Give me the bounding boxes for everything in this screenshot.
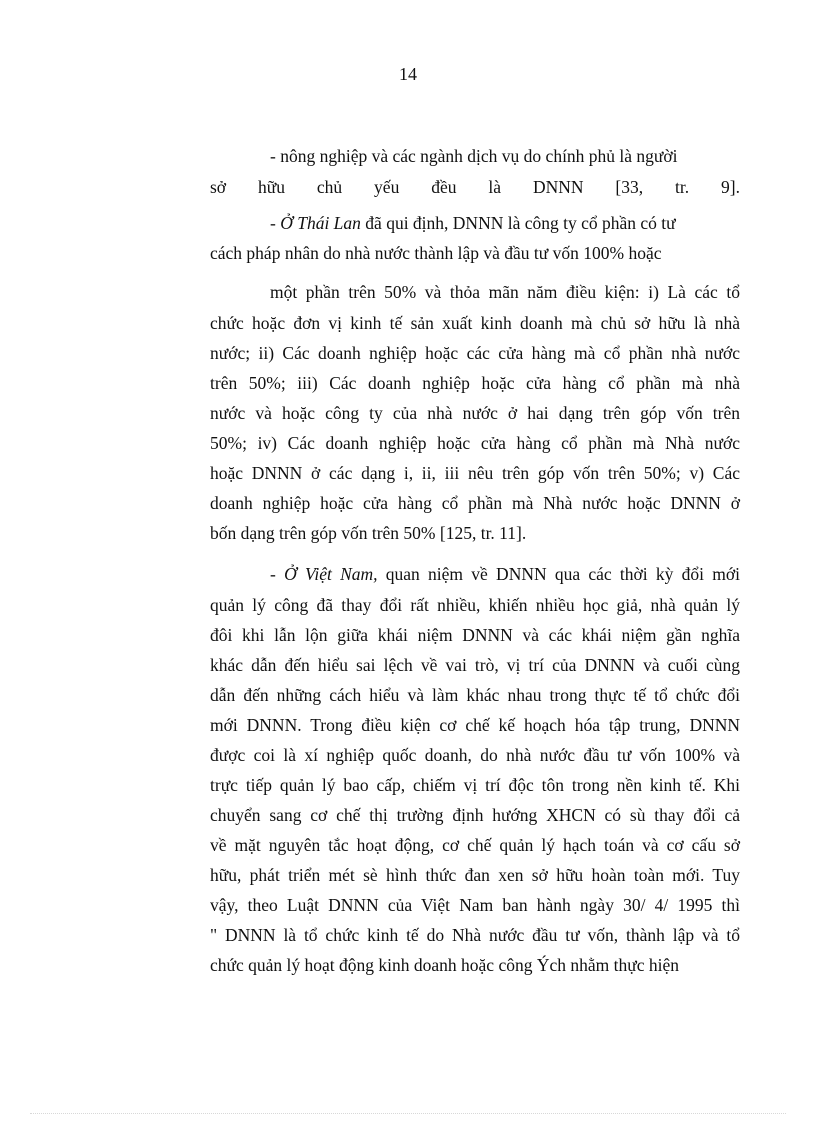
para4-line-13: " DNNN là tổ chức kinh tế do Nhà nước đầu tư vốn, thành lập và tổ: [210, 925, 740, 945]
para1-line-2: sở hữu chủ yếu đều là DNNN [33, tr. 9].: [210, 177, 740, 197]
para4-line-7: được coi là xí nghiệp quốc doanh, do nhà nước đầu tư vốn 100% và: [210, 745, 740, 765]
para2-line-2: cách pháp nhân do nhà nước thành lập và đầu tư vốn 100% hoặc: [210, 243, 662, 263]
para3-line-7: hoặc DNNN ở các dạng i, ii, iii nêu trên góp vốn trên 50%; v) Các: [210, 463, 740, 483]
para4-line-9: chuyển sang cơ chế thị trường định hướng XHCN có sù thay đổi cả: [210, 805, 740, 825]
para3-line-9: bốn dạng trên góp vốn trên 50% [125, tr. 11].: [210, 523, 527, 543]
para3-line-5: nước và hoặc công ty của nhà nước ở hai dạng trên góp vốn trên: [210, 403, 740, 423]
para4-line-11: hữu, phát triển mét sè hình thức đan xen sở hữu hoàn toàn mới. Tuy: [210, 865, 740, 885]
para4-line-14: chức quản lý hoạt động kinh doanh hoặc công Ých nhằm thực hiện: [210, 955, 679, 975]
para2-line-1: [270, 212, 740, 234]
para4-line-4: khác dẫn đến hiểu sai lệch về vai trò, vị trí của DNNN và cuối cùng: [210, 655, 740, 675]
para2-lead-italic: - Ở Thái Lan: [270, 213, 361, 233]
para4-line-10: về mặt nguyên tắc hoạt động, cơ chế quản lý hạch toán và cơ cấu sở: [210, 835, 740, 855]
para4-line-1: [270, 563, 740, 585]
para4-line-12: vậy, theo Luật DNNN của Việt Nam ban hành ngày 30/ 4/ 1995 thì: [210, 895, 740, 915]
page-bottom-divider: [30, 1113, 786, 1114]
para3-line-6: 50%; iv) Các doanh nghiệp hoặc cửa hàng cổ phần mà Nhà nước: [210, 433, 740, 453]
para4-line-8: trực tiếp quản lý bao cấp, chiếm vị trí độc tôn trong nền kinh tế. Khi: [210, 775, 740, 795]
para3-line-3: nước; ii) Các doanh nghiệp hoặc các cửa hàng mà cổ phần nhà nước: [210, 343, 740, 363]
para4-line-3: đôi khi lẫn lộn giữa khái niệm DNNN và các khái niệm gần nghĩa: [210, 625, 740, 645]
para4-line-5: dẫn đến những cách hiểu và làm khác nhau trong thực tế tổ chức đổi: [210, 685, 740, 705]
para3-line-8: doanh nghiệp hoặc cửa hàng cổ phần mà Nhà nước hoặc DNNN ở: [210, 493, 740, 513]
para4-line-6: mới DNNN. Trong điều kiện cơ chế kế hoạch hóa tập trung, DNNN: [210, 715, 740, 735]
para4-lead-italic: - Ở Việt Nam,: [270, 564, 378, 584]
para4-line-1-rest: quan niệm về DNNN qua các thời kỳ đổi mới: [377, 564, 740, 584]
page-number: 14: [399, 64, 417, 84]
para3-line-2: chức hoặc đơn vị kinh tế sản xuất kinh doanh mà chủ sở hữu là nhà: [210, 313, 740, 333]
para1-line-1: - nông nghiệp và các ngành dịch vụ do chính phủ là người: [270, 146, 678, 166]
para2-line-1-rest: đã qui định, DNNN là công ty cổ phần có tư: [360, 213, 676, 233]
para3-line-1: một phần trên 50% và thỏa mãn năm điều kiện: i) Là các tổ: [270, 282, 740, 302]
para3-line-4: trên 50%; iii) Các doanh nghiệp hoặc cửa hàng cổ phần mà nhà: [210, 373, 740, 393]
para4-line-2: quản lý công đã thay đổi rất nhiều, khiến nhiều học giả, nhà quản lý: [210, 595, 740, 615]
